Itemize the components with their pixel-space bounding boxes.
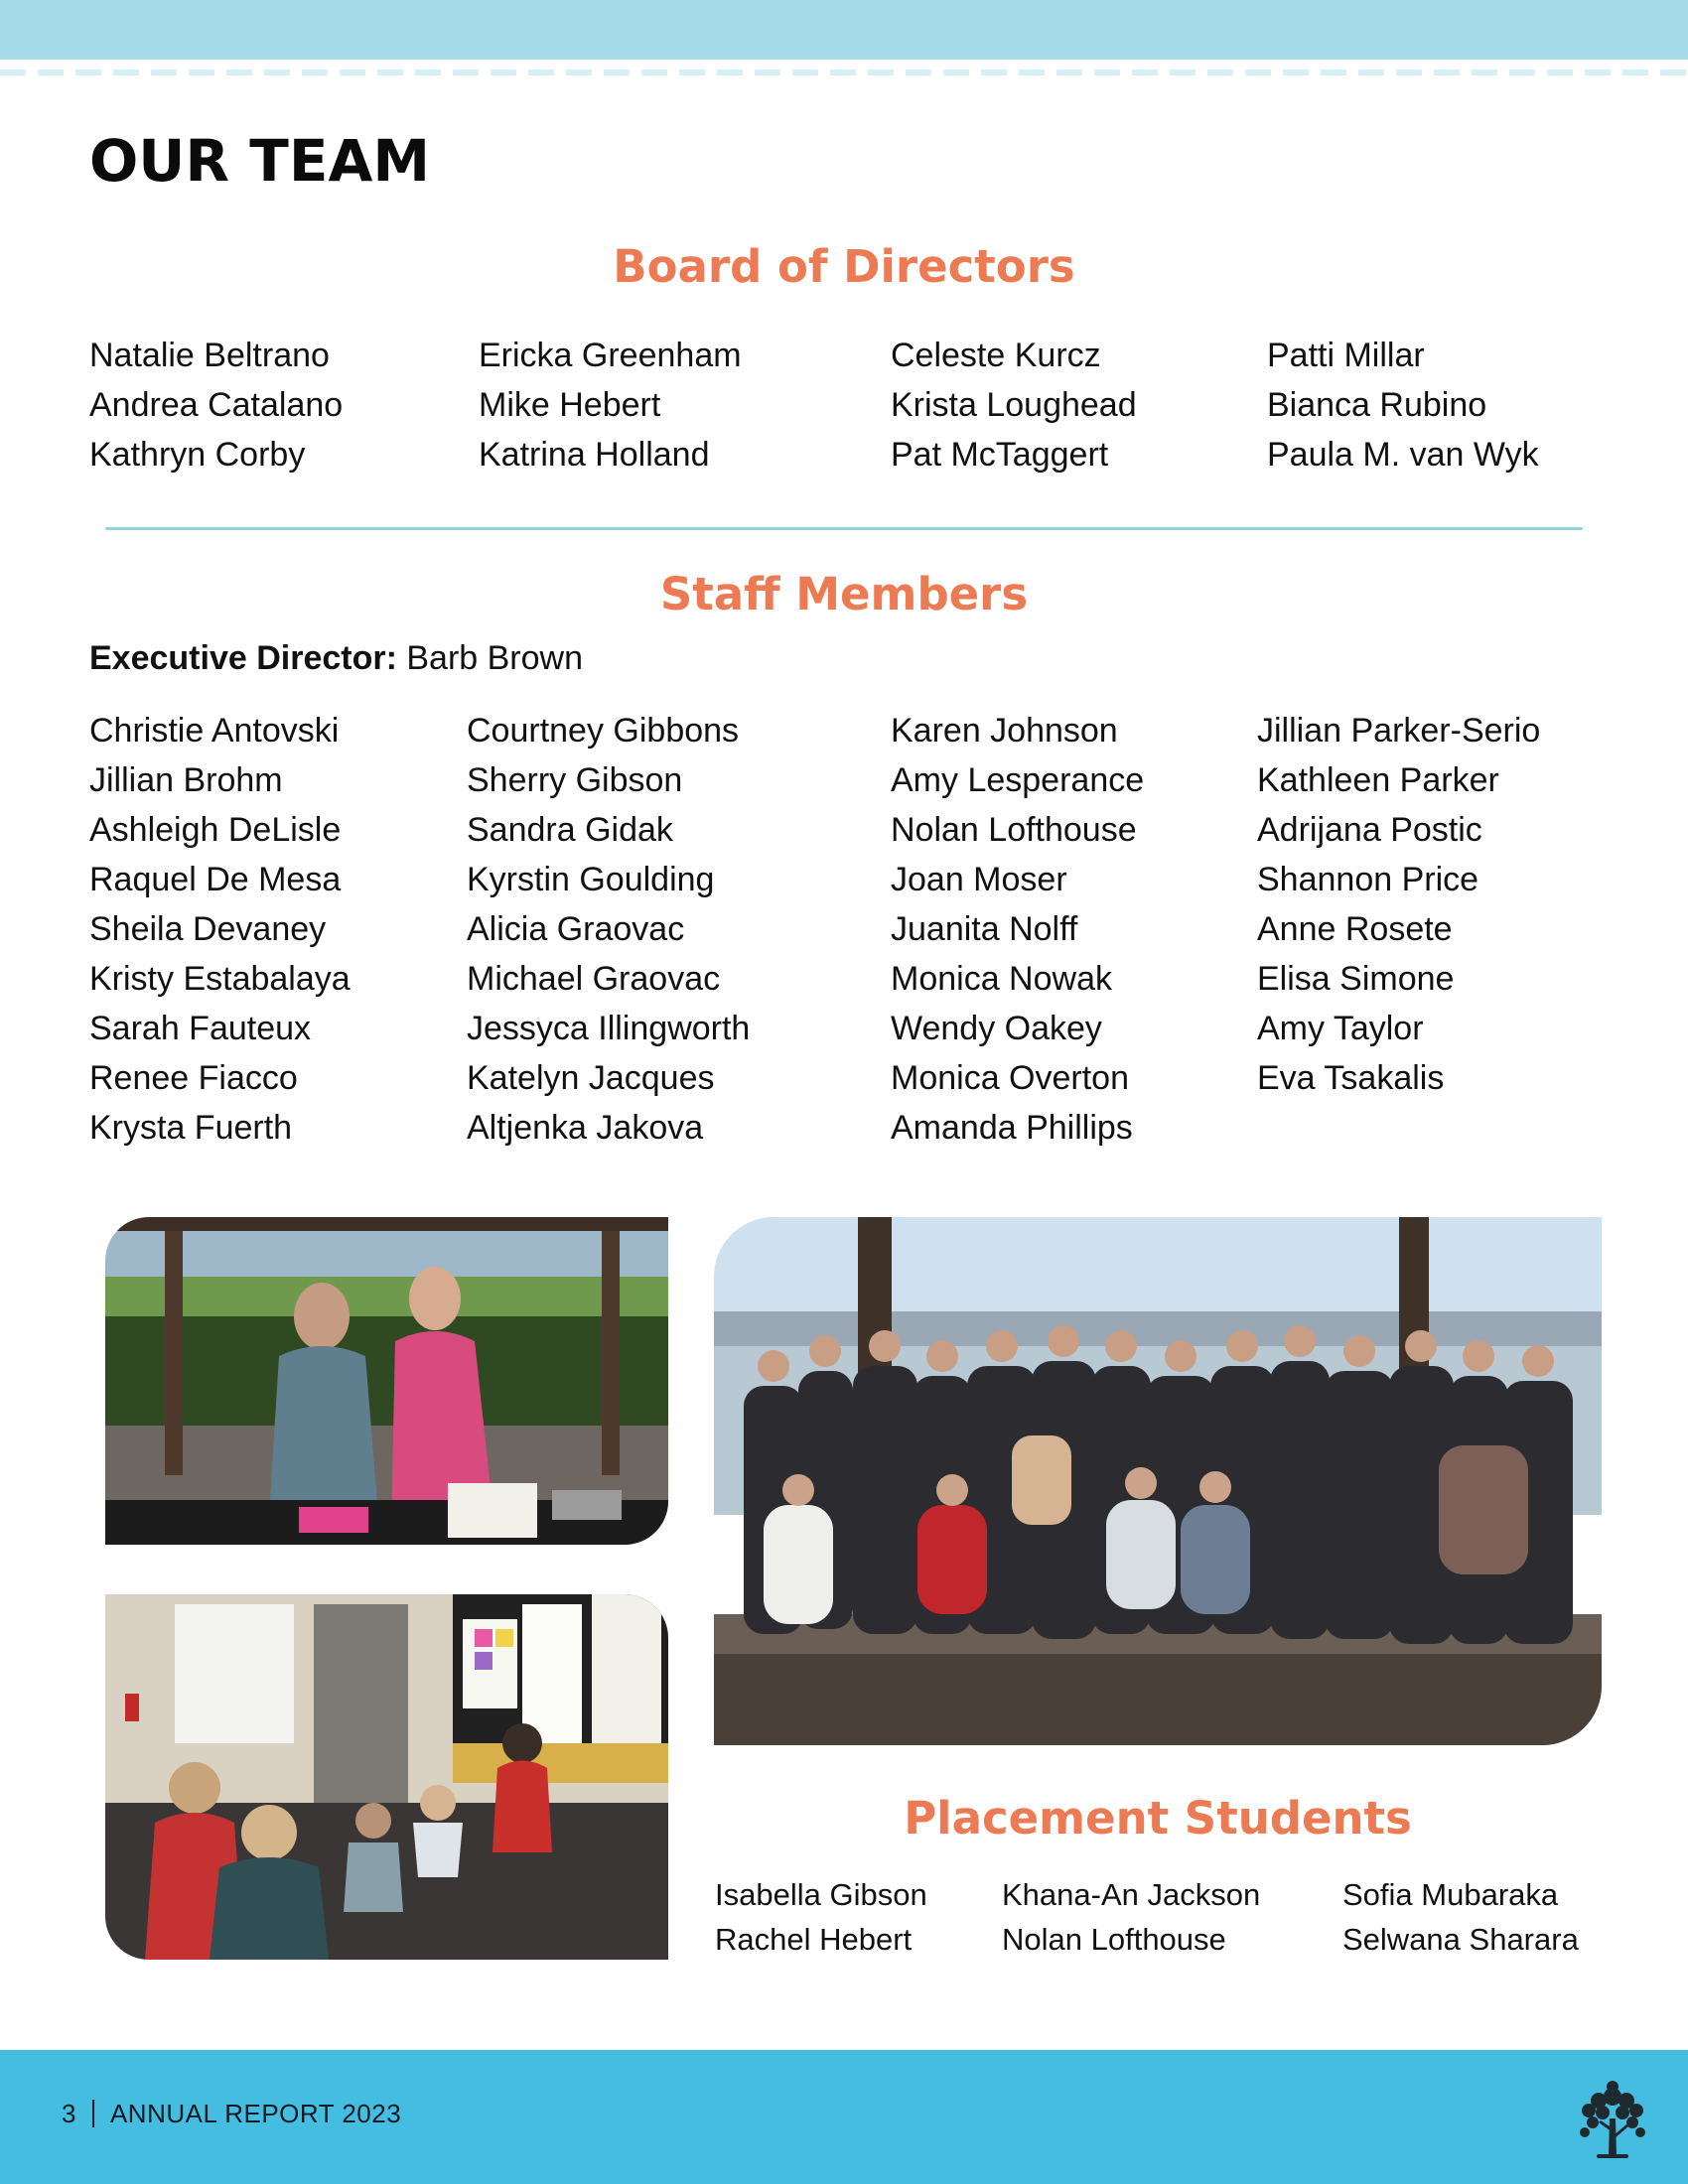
board-member: Krista Loughead [891,386,1137,424]
staff-member: Renee Fiacco [89,1059,298,1097]
board-column-3 [891,331,1137,479]
staff-title: Staff Members [659,568,1029,620]
staff-member: Kyrstin Goulding [467,861,715,898]
page-title: OUR TEAM [89,127,431,195]
staff-member: Nolan Lofthouse [891,811,1137,849]
executive-director-name: Barb Brown [406,639,583,677]
board-column-2 [479,331,742,479]
staff-member: Sheila Devaney [89,910,327,948]
board-column-4 [1267,331,1539,479]
staff-member: Jillian Parker-Serio [1257,712,1541,750]
section-divider [105,527,1583,530]
photo-event-table [105,1217,668,1545]
board-title: Board of Directors [613,240,1075,293]
board-member: Kathryn Corby [89,436,306,474]
placement-column-1 [715,1872,927,1962]
board-member: Bianca Rubino [1267,386,1487,424]
staff-member: Jillian Brohm [89,761,283,799]
board-member: Ericka Greenham [479,337,742,374]
tree-icon [1569,2075,1656,2167]
board-member: Paula M. van Wyk [1267,436,1539,474]
placement-student: Khana-An Jackson [1002,1877,1261,1912]
staff-column-4 [1257,706,1540,1103]
placement-column-2 [1002,1872,1260,1962]
staff-member: Kristy Estabalaya [89,960,351,998]
staff-member: Amy Taylor [1257,1010,1424,1047]
staff-member: Monica Nowak [891,960,1112,998]
placement-student: Nolan Lofthouse [1002,1922,1226,1957]
staff-member: Elisa Simone [1257,960,1455,998]
staff-member: Adrijana Postic [1257,811,1482,849]
staff-member: Krysta Fuerth [89,1109,293,1147]
staff-member: Eva Tsakalis [1257,1059,1445,1097]
staff-member: Katelyn Jacques [467,1059,715,1097]
staff-member: Joan Moser [891,861,1067,898]
photo-workshop [105,1594,668,1960]
staff-member: Wendy Oakey [891,1010,1102,1047]
staff-member: Raquel De Mesa [89,861,342,898]
top-band [0,0,1688,60]
staff-member: Alicia Graovac [467,910,685,948]
placement-title: Placement Students [904,1792,1412,1844]
board-member: Andrea Catalano [89,386,344,424]
placement-student: Isabella Gibson [715,1877,927,1912]
executive-director-label: Executive Director: [89,639,397,677]
staff-member: Sandra Gidak [467,811,673,849]
staff-member: Altjenka Jakova [467,1109,704,1147]
staff-member: Jessyca Illingworth [467,1010,751,1047]
staff-column-1 [89,706,351,1153]
top-dash-divider [0,69,1688,75]
staff-member: Sherry Gibson [467,761,683,799]
board-member: Mike Hebert [479,386,661,424]
board-member: Patti Millar [1267,337,1425,374]
staff-member: Courtney Gibbons [467,712,740,750]
staff-member: Juanita Nolff [891,910,1078,948]
staff-member: Ashleigh DeLisle [89,811,342,849]
footer-separator [92,2100,94,2127]
report-title: ANNUAL REPORT 2023 [109,2099,402,2128]
board-member: Katrina Holland [479,436,710,474]
board-member: Celeste Kurcz [891,337,1101,374]
page-number: 3 [62,2099,76,2128]
executive-director [89,639,583,678]
staff-member: Anne Rosete [1257,910,1453,948]
placement-column-3 [1342,1872,1579,1962]
staff-column-3 [891,706,1144,1153]
staff-member: Amy Lesperance [891,761,1145,799]
placement-student: Rachel Hebert [715,1922,913,1957]
staff-member: Shannon Price [1257,861,1479,898]
placement-student: Sofia Mubaraka [1342,1877,1559,1912]
footer-label [62,2099,401,2129]
board-member: Natalie Beltrano [89,337,330,374]
placement-student: Selwana Sharara [1342,1922,1579,1957]
staff-member: Monica Overton [891,1059,1129,1097]
photo-group [714,1217,1602,1745]
staff-column-2 [467,706,750,1153]
board-column-1 [89,331,343,479]
staff-member: Christie Antovski [89,712,340,750]
staff-member: Sarah Fauteux [89,1010,312,1047]
staff-member: Michael Graovac [467,960,721,998]
staff-member: Kathleen Parker [1257,761,1499,799]
board-member: Pat McTaggert [891,436,1109,474]
staff-member: Amanda Phillips [891,1109,1133,1147]
staff-member: Karen Johnson [891,712,1118,750]
